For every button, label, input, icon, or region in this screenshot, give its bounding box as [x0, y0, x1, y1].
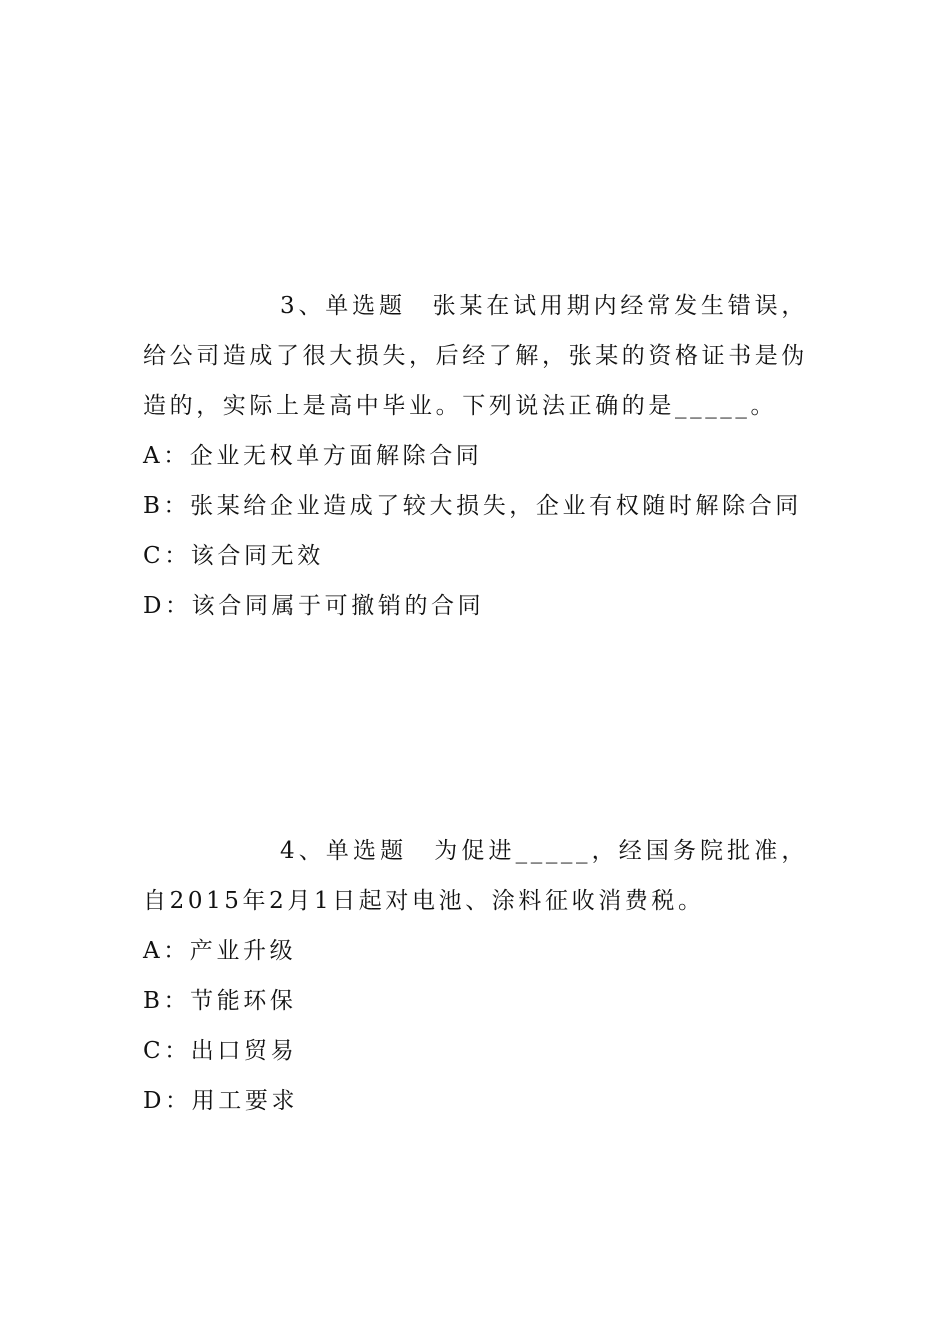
option-list: [143, 926, 808, 1126]
question-4: [143, 826, 808, 1126]
option-a: A：产业升级: [143, 938, 297, 964]
option-b: B：张某给企业造成了较大损失，企业有权随时解除合同: [143, 493, 802, 519]
option-c: C：该合同无效: [143, 543, 324, 569]
question-stem: 4、单选题 为促进_____，经国务院批准，自2015年2月1日起对电池、涂料征收消费税。: [143, 838, 808, 914]
option-b: B：节能环保: [143, 988, 297, 1014]
option-c: C：出口贸易: [143, 1038, 298, 1064]
question-3: [143, 281, 808, 631]
option-d: D：用工要求: [143, 1088, 299, 1114]
option-a: A：企业无权单方面解除合同: [143, 443, 483, 469]
question-stem: 3、单选题 张某在试用期内经常发生错误，给公司造成了很大损失，后经了解，张某的资格证书是伪造的，实际上是高中毕业。下列说法正确的是_____。: [143, 293, 808, 419]
option-list: [143, 431, 808, 631]
option-d: D：该合同属于可撤销的合同: [143, 593, 485, 619]
